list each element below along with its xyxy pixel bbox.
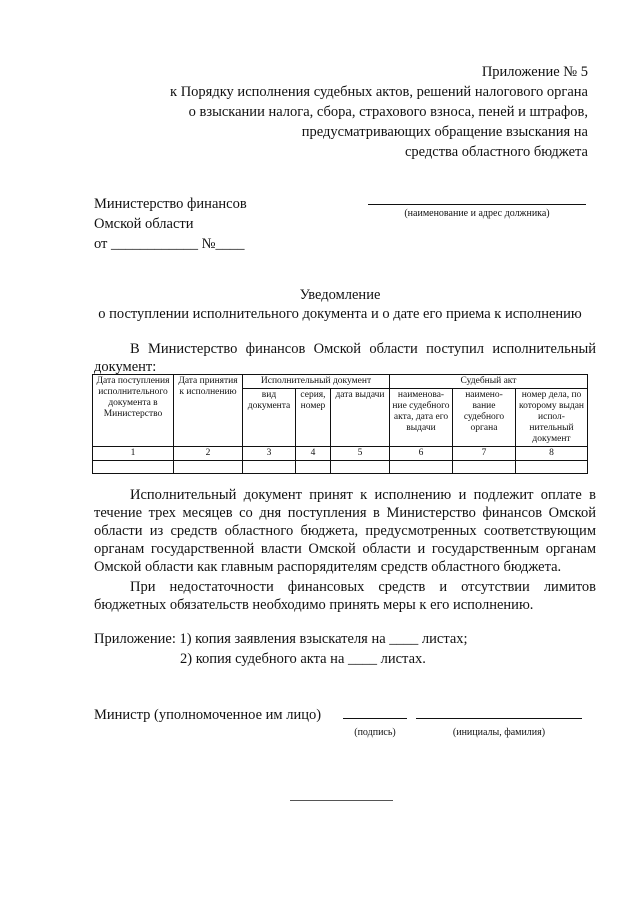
column-number: 3 xyxy=(243,447,296,461)
header-act-name: наименова-ние судебного акта, дата его выдачи xyxy=(390,389,453,447)
sender-block xyxy=(94,194,247,254)
signatory-label: Министр (уполномоченное им лицо) xyxy=(94,707,322,723)
debtor-field-line xyxy=(368,204,586,205)
column-number: 2 xyxy=(174,447,243,461)
annex-header xyxy=(128,62,588,162)
attachment-line-2: 2) копия судебного акта на ____ листах. xyxy=(180,651,426,667)
annex-line: предусматривающих обращение взыскания на xyxy=(301,124,588,140)
column-number: 6 xyxy=(390,447,453,461)
sender-date-number: от ____________ №____ xyxy=(94,236,245,252)
signature-caption: (подпись) xyxy=(354,727,396,738)
column-number: 1 xyxy=(93,447,174,461)
initials-line xyxy=(416,718,582,719)
annex-line: к Порядку исполнения судебных актов, решений налогового органа xyxy=(170,84,588,100)
empty-cell xyxy=(93,461,174,474)
empty-cell xyxy=(331,461,390,474)
annex-line: средства областного бюджета xyxy=(404,144,588,160)
title-subtitle: о поступлении исполнительного документа и о дате его приема к исполнению xyxy=(98,306,582,322)
empty-cell xyxy=(296,461,331,474)
debtor-caption: (наименование и адрес должника) xyxy=(404,208,550,219)
header-series-number: серия, номер xyxy=(296,389,331,447)
empty-cell xyxy=(390,461,453,474)
header-issue-date: дата выдачи xyxy=(331,389,390,447)
column-number: 7 xyxy=(453,447,516,461)
footer-divider xyxy=(290,800,393,801)
empty-cell xyxy=(174,461,243,474)
column-number: 5 xyxy=(331,447,390,461)
annex-line: о взыскании налога, сбора, страхового взноса, пеней и штрафов, xyxy=(188,104,588,120)
attachment-line-1: Приложение: 1) копия заявления взыскателя на ____ листах; xyxy=(94,631,468,647)
paragraph-insufficiency: При недостаточности финансовых средств и отсутствии лимитов бюджетных обязательств необходимо принять меры к его исполнению. xyxy=(94,579,596,613)
header-date-accepted: Дата принятия к исполнению xyxy=(174,375,243,447)
header-doc-type: вид документа xyxy=(243,389,296,447)
header-court-act: Судебный акт xyxy=(390,375,588,389)
empty-cell xyxy=(516,461,588,474)
header-case-number: номер дела, по которому выдан испол-нительный документ xyxy=(516,389,588,447)
title-main: Уведомление xyxy=(299,287,381,303)
column-number: 4 xyxy=(296,447,331,461)
annex-number: Приложение № 5 xyxy=(481,64,588,80)
sender-region: Омской области xyxy=(94,216,194,232)
paragraph-intro: В Министерство финансов Омской области поступил исполнительный документ: xyxy=(94,341,596,375)
header-date-received: Дата поступления исполнительного документа в Министерство xyxy=(93,375,174,447)
header-court-name: наимено-вание судебного органа xyxy=(453,389,516,447)
paragraph-acceptance: Исполнительный документ принят к исполнению и подлежит оплате в течение трех месяцев со дня поступления в Министерство финансов Омской области из средств областного бюджета, предусмотренных соответствующим органам государственной власти Омской области и государственным органам Омской области как главным распорядителям средств областного бюджета. xyxy=(94,487,596,575)
initials-caption: (инициалы, фамилия) xyxy=(452,727,546,738)
register-table xyxy=(92,374,588,474)
table-empty-row xyxy=(93,461,588,474)
table-number-row xyxy=(93,447,588,461)
header-exec-doc: Исполнительный документ xyxy=(243,375,390,389)
signature-line xyxy=(343,718,407,719)
table-header-row xyxy=(93,375,588,389)
empty-cell xyxy=(453,461,516,474)
sender-name: Министерство финансов xyxy=(94,196,247,212)
empty-cell xyxy=(243,461,296,474)
document-title xyxy=(40,286,640,324)
column-number: 8 xyxy=(516,447,588,461)
